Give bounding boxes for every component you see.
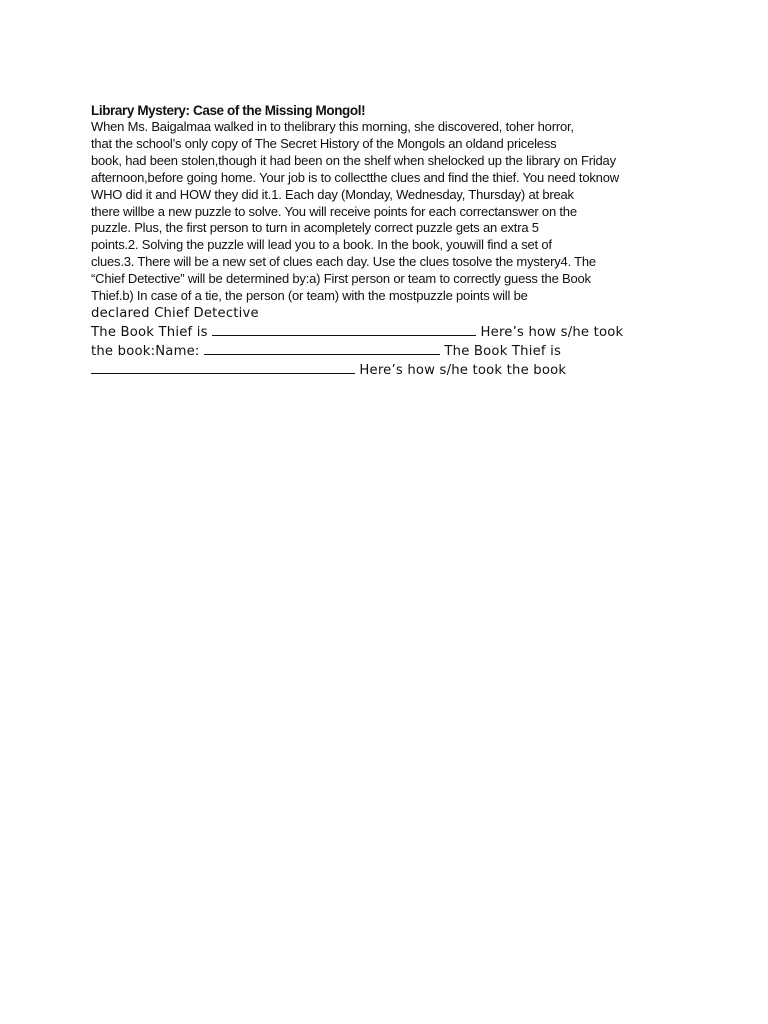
body-line: clues.3. There will be a new set of clues each day. Use the clues tosolve the mystery4. The — [91, 254, 596, 270]
book-thief-label: The Book Thief is — [444, 343, 562, 359]
body-line: “Chief Detective” will be determined by:a) First person or team to correctly guess the Book — [91, 271, 591, 287]
body-line: afternoon,before going home. Your job is to collectthe clues and find the thief. You need toknow — [91, 169, 619, 185]
body-text — [91, 119, 676, 305]
form-section — [91, 305, 676, 380]
how-label: Here’s how s/he took — [480, 324, 624, 340]
body-line: Thief.b) In case of a tie, the person (or team) with the mostpuzzle points will be — [91, 288, 528, 304]
document-title: Library Mystery: Case of the Missing Mongol! — [91, 103, 366, 118]
name-label: the book:Name: — [91, 343, 200, 359]
form-line — [91, 323, 676, 342]
document-content — [91, 102, 676, 380]
book-thief-blank — [91, 361, 355, 374]
form-line — [91, 342, 676, 361]
declared-text: declared Chief Detective — [91, 305, 259, 321]
form-line — [91, 305, 676, 323]
form-line — [91, 361, 676, 380]
name-blank — [204, 342, 440, 355]
body-line: there willbe a new puzzle to solve. You will receive points for each correctanswer on the — [91, 203, 577, 219]
body-line: WHO did it and HOW they did it.1. Each day (Monday, Wednesday, Thursday) at break — [91, 186, 574, 202]
book-thief-label: The Book Thief is — [91, 324, 208, 340]
body-line: that the school’s only copy of The Secret History of the Mongols an oldand priceless — [91, 135, 557, 151]
body-line: book, had been stolen,though it had been on the shelf when shelocked up the library on Friday — [91, 152, 616, 168]
book-thief-blank — [212, 323, 476, 336]
how-label: Here’s how s/he took the book — [359, 362, 567, 378]
body-line: points.2. Solving the puzzle will lead you to a book. In the book, youwill find a set of — [91, 237, 552, 253]
body-line: When Ms. Baigalmaa walked in to thelibrary this morning, she discovered, toher horror, — [91, 119, 574, 134]
body-line: puzzle. Plus, the first person to turn in acompletely correct puzzle gets an extra 5 — [91, 220, 539, 236]
